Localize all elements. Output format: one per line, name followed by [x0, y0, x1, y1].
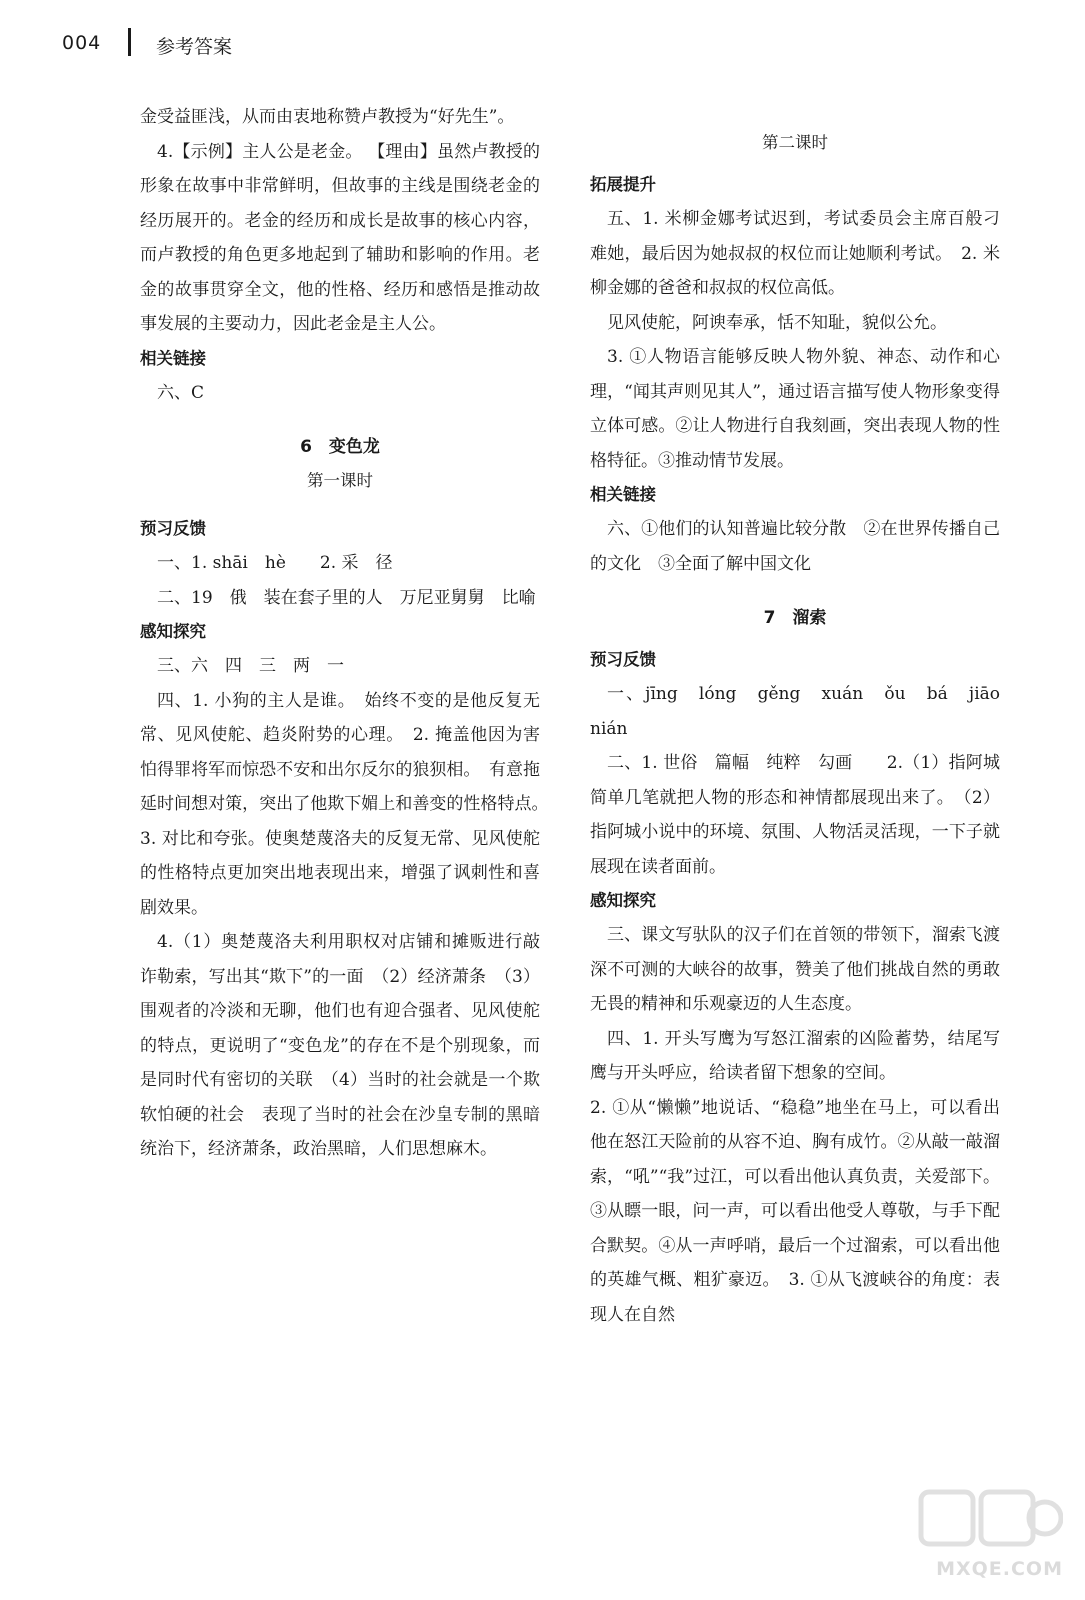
section-heading-preview: 预习反馈	[590, 650, 656, 669]
answer-paragraph: 五、1. 米柳金娜考试迟到，考试委员会主席百般刁难她，最后因为她叔叔的权位而让她顺利考试。 2. 米柳金娜的爸爸和叔叔的权位高低。	[590, 209, 1000, 298]
section-heading-extend: 拓展提升	[590, 175, 656, 194]
section-heading-preview: 预习反馈	[140, 519, 206, 538]
watermark-seal-icon	[913, 1484, 1063, 1554]
answer-paragraph: 四、1. 小狗的主人是谁。 始终不变的是他反复无常、见风使舵、趋炎附势的心理。 2. 掩盖他因为害怕得罪将军而惊恐不安和出尔反尔的狼狈相。 有意拖延时间想对策，突出了他欺下媚上和善变的性格特点。 3. 对比和夸张。使奥楚蔑洛夫的反复无常、见风使舵的性格特点更加突出地表现出来，增强了讽刺性和喜剧效果。	[140, 690, 557, 918]
answer-paragraph: 4.（1）奥楚蔑洛夫利用职权对店铺和摊贩进行敲诈勒索，写出其“欺下”的一面 （2）经济萧条 （3）围观者的冷淡和无聊，他们也有迎合强者、见风使舵的特点，更说明了“变色龙”的存在不是个别现象，而是同时代有密切的关联 （4）当时的社会就是一个欺软怕硬的社会 表现了当时的社会在沙皇专制的黑暗统治下，经济萧条，政治黑暗，人们思想麻木。	[140, 932, 540, 1159]
answer-paragraph: 2. ①从“懒懒”地说话、“稳稳”地坐在马上，可以看出他在怒江天险前的从容不迫、胸有成竹。②从敲一敲溜索，“吼”“我”过江，可以看出他认真负责，关爱部下。③从瞟一眼，问一声，可以看出他受人尊敬，与手下配合默契。④从一声呼哨，最后一个过溜索，可以看出他的英雄气概、粗犷豪迈。 3. ①从飞渡峡谷的角度：表现人在自然	[590, 1097, 1000, 1325]
answer-paragraph: 4.【示例】主人公是老金。 【理由】虽然卢教授的形象在故事中非常鲜明，但故事的主线是围绕老金的经历展开的。老金的经历和成长是故事的核心内容，而卢教授的角色更多地起到了辅助和影响的作用。老金的故事贯穿全文，他的性格、经历和感悟是推动故事发展的主要动力，因此老金是主人公。	[140, 141, 540, 334]
answer-paragraph: 六、C	[157, 382, 205, 403]
answer-paragraph: 一、1. shāi hè 2. 采 径	[157, 553, 393, 573]
section-heading-related-links: 相关链接	[590, 485, 656, 504]
answer-paragraph: 三、六 四 三 两 一	[157, 656, 344, 676]
lesson-title: 6 变色龙	[300, 437, 380, 457]
answer-paragraph: 二、19 俄 装在套子里的人 万尼亚舅舅 比喻	[157, 587, 536, 608]
answer-paragraph: 3. ①人物语言能够反映人物外貌、神态、动作和心理，“闻其声则见其人”，通过语言描写使人物形象变得立体可感。②让人物进行自我刻画，突出表现人物的性格特征。③推动情节发展。	[590, 347, 1000, 471]
lesson-subtitle: 第二课时	[762, 133, 828, 152]
answer-paragraph: 二、1. 世俗 篇幅 纯粹 勾画 2.（1）指阿城简单几笔就把人物的形态和神情都展现出来了。 （2）指阿城小说中的环境、氛围、人物活灵活现，一下子就展现在读者面前。	[590, 753, 1000, 877]
answer-paragraph: 四、1. 开头写鹰为写怒江溜索的凶险蓄势，结尾写鹰与开头呼应，给读者留下想象的空间。	[590, 1028, 1000, 1083]
lesson-subtitle: 第一课时	[307, 471, 373, 490]
right-column	[590, 100, 1017, 1332]
answer-paragraph: 六、①他们的认知普遍比较分散 ②在世界传播自己的文化 ③全面了解中国文化	[590, 519, 1000, 574]
watermark-logo	[913, 1484, 1063, 1580]
watermark-text: MXQE.COM	[936, 1558, 1063, 1580]
header-divider	[128, 28, 131, 56]
section-heading-explore: 感知探究	[140, 622, 206, 641]
header-title: 参考答案	[156, 36, 233, 58]
left-column	[140, 100, 557, 1167]
answer-paragraph: 三、课文写驮队的汉子们在首领的带领下，溜索飞渡深不可测的大峡谷的故事，赞美了他们挑战自然的勇敢无畏的精神和乐观豪迈的人生态度。	[590, 925, 1000, 1014]
answer-paragraph: 金受益匪浅，从而由衷地称赞卢教授为“好先生”。	[140, 107, 515, 127]
page-number: 004	[62, 32, 102, 54]
section-heading-explore: 感知探究	[590, 891, 656, 910]
answer-paragraph: 见风使舵，阿谀奉承，恬不知耻，貌似公允。	[607, 312, 947, 333]
lesson-title: 7 溜索	[763, 608, 827, 628]
answer-paragraph: 一、jīng lóng gěng xuán ǒu bá jiāo nián	[590, 684, 1017, 739]
section-heading-related-links: 相关链接	[140, 348, 206, 368]
